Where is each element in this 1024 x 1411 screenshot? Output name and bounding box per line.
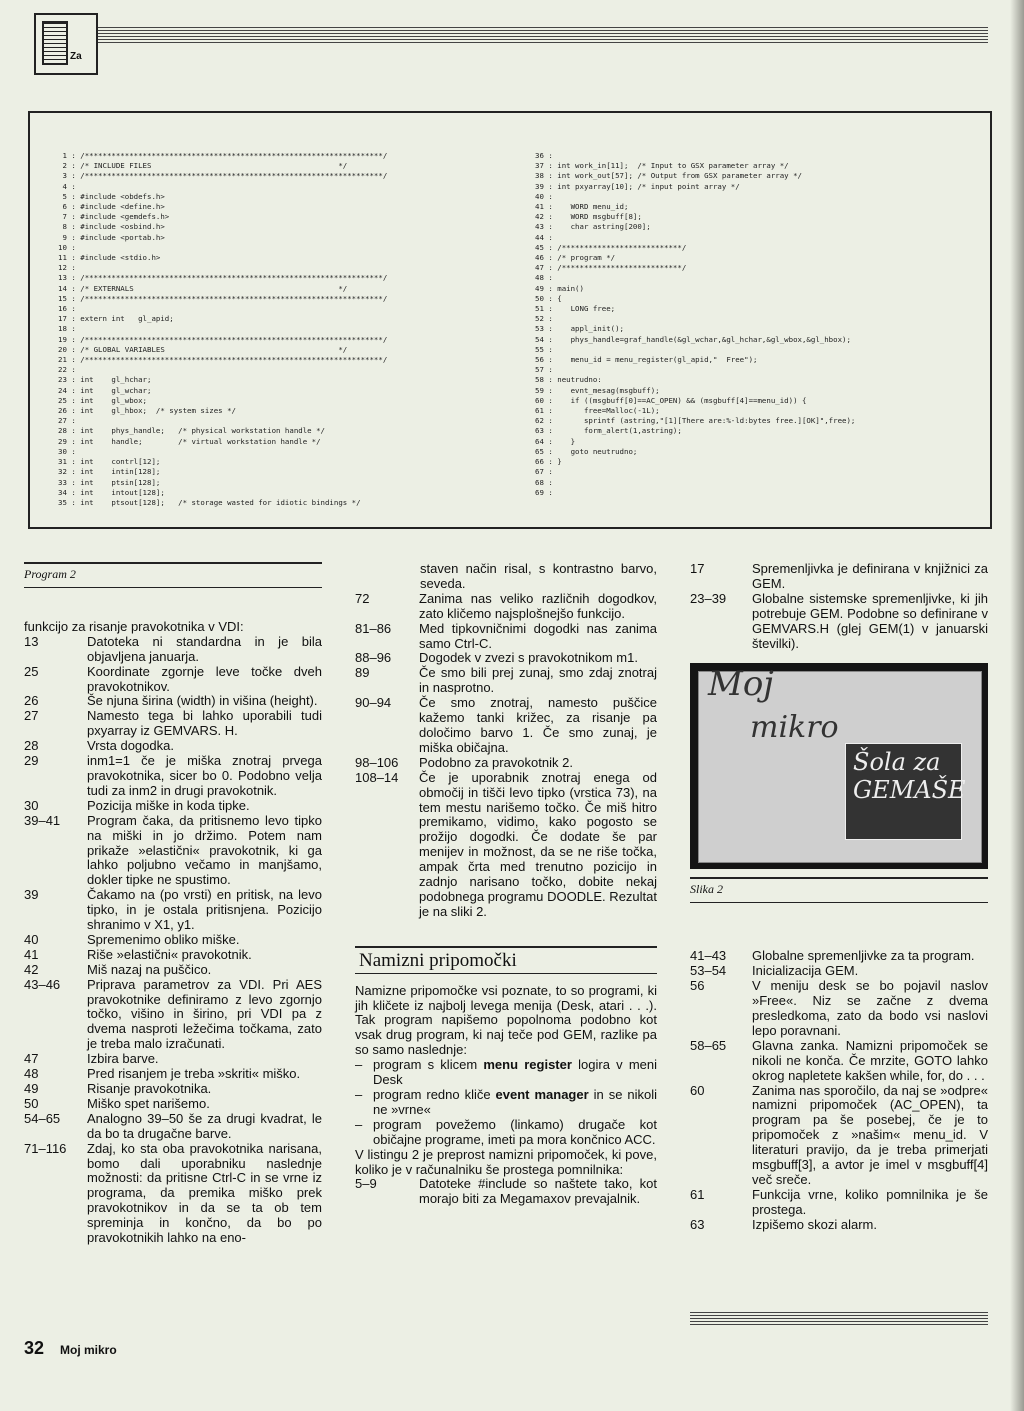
column-2: [355, 562, 657, 1207]
item-number: 41: [24, 946, 39, 962]
list-item: [690, 1084, 988, 1188]
item-text: Miš nazaj na puščico.: [87, 961, 212, 977]
item-text: Glavna zanka. Namizni pripomoček se nikoli ne konča. Če mrzite, GOTO lahko okrog napletete kakšen while, for, do . . .: [752, 1037, 988, 1083]
header-stripe: [34, 27, 988, 45]
list-item: [355, 696, 657, 756]
list-item: [24, 635, 322, 665]
item-number: 71–116: [24, 1140, 67, 1156]
code-listing-right: 36 : 37 : int work_in[11]; /* Input to GSX parameter array */ 38 : int work_out[57]; /* Output from GSX parameter array */ 39 : int pxyarray[10]; /* input point array */ 40 : 41 : WORD menu_id; 42 : WORD msgbuff[8]; 43 : char astring[200]; 44 : 45 : /***************************/ 46 : /* program */ 47 : /***************************/ 48 : 49 : main() 50 : { 51 : LONG free; 52 : 53 : appl_init(); 54 : phys_handle=graf_handle(&gl_wchar,&gl_hchar,&gl_wbox,&gl_hbox); 55 : 56 : menu_id = menu_register(gl_apid," Free"); 57 : 58 : neutrudno: 59 : evnt_mesag(msgbuff); 60 : if ((msgbuff[0]==AC_OPEN) && (msgbuff[4]==menu_id)) { 61 : free=Malloc(-1L); 62 : sprintf (astring,"[1][There are:%-ld:bytes free.][OK]",free); 63 : form_alert(1,astring); 64 : } 65 : goto neutrudno; 66 : } 67 : 68 : 69 :: [535, 151, 856, 497]
item-number: 72: [355, 590, 370, 606]
list-item: [355, 666, 657, 696]
list-item: 5–9 Datoteke #include so naštete tako, kot morajo biti za Megamaxov prevajalnik.: [355, 1176, 657, 1207]
list-item: [355, 651, 657, 666]
intro-text: funkcijo za risanje pravokotnika v VDI:: [24, 618, 244, 634]
list-item: [355, 622, 657, 652]
item-number: 48: [24, 1066, 39, 1082]
list-item: [24, 739, 322, 754]
entry-list: [690, 949, 988, 1232]
item-number: 61: [690, 1186, 705, 1202]
handwriting: Moj: [708, 664, 774, 705]
list-item: [24, 709, 322, 739]
lead-text: staven način risal, s kontrastno barvo, seveda.: [420, 561, 657, 591]
entry-list: [24, 635, 322, 1246]
list-item: – program s klicem menu register logira v meni Desk: [355, 1057, 657, 1088]
item-number: 41–43: [690, 948, 727, 964]
item-text: Analogno 39–50 še za drugi kvadrat, le da bo ta drugačne barve.: [87, 1110, 322, 1141]
list-item: [24, 665, 322, 695]
item-text: Globalne sistemske spremenljivke, ki jih potrebuje GEM. Podobne so definirane v GEMVARS.H (glej GEM(1) v januarski številki).: [752, 590, 988, 651]
list-item: [24, 1067, 322, 1082]
item-text: Zdaj, ko sta oba pravokotnika narisana, bomo dali uporabniku naslednje možnosti: da pritisne Ctrl-C in se vrne iz programa, da premika miško prek pravokotnikov in da se ta ob tem spreminja in končno, da bo po pravokotnikih lahko na eno-: [87, 1140, 322, 1246]
handwriting: mikro: [750, 710, 839, 746]
item-text: Če je uporabnik znotraj enega od območij in tišči levo tipko (vrstica 73), na tem mestu narišemo točko. Če miš hitro premikamo, vidimo, kako pogosto se prožijo dogodki. Če dodate še par menijev in možnost, da se ne riše točka, ampak črta med trenutno pozicijo in zadnjo narisano točko, dobite nekaj podobnega programu DOODLE. Rezultat je na sliki 2.: [419, 769, 657, 919]
item-number: 30: [24, 797, 39, 813]
list-item: [690, 1039, 988, 1084]
paragraph: V listingu 2 je preprost namizni pripomoček, ki pove, koliko je v računalniku še prostega pomnilnika:: [355, 1146, 657, 1177]
caption-program-2: Program 2: [24, 564, 322, 588]
page-number: 32: [24, 1338, 45, 1358]
item-text: Pred risanjem je treba »skriti« miško.: [87, 1066, 301, 1082]
item-number: 50: [24, 1095, 39, 1111]
item-number: 25: [24, 663, 39, 679]
list-item: [355, 756, 657, 771]
list-item: [690, 979, 988, 1039]
list-item: [24, 1142, 322, 1246]
item-text: Izpišemo skozi alarm.: [752, 1216, 877, 1232]
item-text: Med tipkovničnimi dogodki nas zanima samo Ctrl-C.: [419, 620, 657, 651]
item-number: 47: [24, 1051, 39, 1067]
paragraph: Namizne pripomočke vsi poznate, to so programi, ki jih kličete iz najbolj levega menija (Desk, atari . . .). Tak program napišemo popolnoma podobno kot vsak drug program, ki naj teče pod GEM, razlike pa so samo naslednje:: [355, 982, 657, 1058]
entry-list: [355, 592, 657, 920]
list-item: [355, 592, 657, 622]
list-item: [24, 754, 322, 799]
column-1: [24, 562, 322, 1246]
item-number: 13: [24, 633, 39, 649]
item-text: Namesto tega bi lahko uporabili tudi pxyarray iz GEMVARS. H.: [87, 708, 322, 739]
item-text: Če smo znotraj, namesto puščice kažemo tanki križec, za risanje pa določimo barvo 1. Če smo zunaj, je miška običajna.: [419, 695, 657, 755]
item-text: Inicializacija GEM.: [752, 963, 859, 979]
list-item: [24, 1082, 322, 1097]
item-text: Pozicija miške in koda tipke.: [87, 797, 250, 813]
page-edge: [1010, 0, 1024, 1411]
column-3: [690, 562, 988, 1233]
list-item: [690, 949, 988, 964]
list-item: [24, 694, 322, 709]
list-item: [690, 562, 988, 592]
logo-document-icon: [42, 21, 68, 65]
item-text: V meniju desk se bo pojavil naslov »Free«. Niz se začne z dvema presledkoma, zato da bodo vsi naslovi lepo poravnani.: [752, 978, 988, 1038]
item-number: 81–86: [355, 620, 392, 636]
item-text: Vrsta dogodka.: [87, 738, 174, 754]
item-number: 40: [24, 931, 39, 947]
item-number: 89: [355, 665, 370, 681]
item-text: Čakamo na (po vrsti) en pritisk, na levo tipko, in je ostala pritisnjena. Pozicijo shranimo v X1, y1.: [87, 887, 322, 933]
item-number: 58–65: [690, 1037, 727, 1053]
item-text: Še njuna širina (width) in višina (height).: [87, 693, 318, 709]
item-text: Funkcija vrne, koliko pomnilnika je še prostega.: [752, 1186, 988, 1217]
section-title: Namizni pripomočki: [355, 946, 657, 974]
caption-slika-2: Slika 2: [690, 879, 988, 903]
list-item: [24, 963, 322, 978]
item-number: 60: [690, 1082, 705, 1098]
item-text: Miško spet narišemo.: [87, 1095, 210, 1111]
list-item: [690, 1218, 988, 1233]
entry-list: [690, 562, 988, 651]
item-text: Spremenimo obliko miške.: [87, 931, 240, 947]
item-number: 54–65: [24, 1110, 61, 1126]
list-item: [24, 1052, 322, 1067]
item-text: Spremenljivka je definirana v knjižnici za GEM.: [752, 561, 988, 591]
item-text: Izbira barve.: [87, 1051, 159, 1067]
item-text: Globalne spremenljivke za ta program.: [752, 948, 975, 964]
item-number: 39: [24, 887, 39, 903]
list-item: [24, 1097, 322, 1112]
list-item: – program povežemo (linkamo) drugače kot običajne programe, imeti pa mora končnico ACC.: [355, 1116, 657, 1147]
list-item: [690, 964, 988, 979]
item-text: Riše »elastični« pravokotnik.: [87, 946, 252, 962]
item-number: 88–96: [355, 650, 392, 666]
item-number: 98–106: [355, 754, 399, 770]
item-text: Zanima nas sporočilo, da naj se »odpre« namizni pripomoček (AC_OPEN), ta program pa še posebej, če je to pripomoček z »našim« menu_id. V literaturi pravijo, da je treba primerjati msgbuff[3], a avtor je imel v msgbuff[4] več sreče.: [752, 1082, 988, 1187]
item-text: inm1=1 če je miška znotraj prvega pravokotnika, sicer bo 0. Podobno velja tudi za inm2 in drugi pravokotnik.: [87, 753, 322, 798]
item-number: 39–41: [24, 812, 61, 828]
list-item: [355, 771, 657, 920]
item-number: 108–14: [355, 769, 399, 785]
item-number: 26: [24, 693, 39, 709]
item-number: 29: [24, 753, 39, 769]
item-number: 53–54: [690, 963, 727, 979]
item-number: 23–39: [690, 590, 727, 606]
item-number: 17: [690, 561, 705, 576]
item-text: Priprava parametrov za VDI. Pri AES pravokotnike definiramo z levo zgornjo točko, višino in širino, pri VDI pa z dvema nasproti ležečima točkama, zato je treba malo izračunati.: [87, 976, 322, 1052]
list-item: [690, 592, 988, 652]
item-text: Datoteka ni standardna in je bila objavljena januarja.: [87, 633, 322, 664]
item-text: Koordinate zgornje leve točke dveh pravokotnikov.: [87, 663, 322, 694]
list-item: [24, 799, 322, 814]
magazine-name: Moj mikro: [60, 1343, 117, 1357]
item-text: Program čaka, da pritisnemo levo tipko na miški in jo držimo. Potem nam prikaže »elastični« pravokotnik, ki ga lahko poljubno večamo in manjšamo, dokler tipke ne spustimo.: [87, 812, 322, 888]
code-listing: [28, 111, 992, 529]
item-text: Dogodek v zvezi s pravokotnikom m1.: [419, 650, 638, 666]
item-text: Če smo bili prej zunaj, smo zdaj znotraj in nasprotno.: [419, 665, 657, 696]
list-item: [24, 933, 322, 948]
item-number: 42: [24, 961, 39, 977]
list-item: [690, 1188, 988, 1218]
item-text: Risanje pravokotnika.: [87, 1081, 212, 1096]
item-number: 27: [24, 708, 39, 724]
item-text: Zanima nas veliko različnih dogodkov, zato kličemo najsplošnejšo funkcijo.: [419, 590, 657, 621]
screen-photo: [690, 663, 988, 869]
list-item: [24, 888, 322, 933]
logo-text: Za: [70, 51, 82, 62]
item-number: 43–46: [24, 976, 61, 992]
item-text: Podobno za pravokotnik 2.: [419, 754, 573, 770]
item-number: 49: [24, 1081, 39, 1096]
list-item: [24, 948, 322, 963]
handwriting: Šola za GEMAŠE: [853, 748, 966, 805]
list-item: [24, 978, 322, 1053]
list-item: [24, 1112, 322, 1142]
logo-icon: [34, 13, 98, 75]
item-number: 90–94: [355, 695, 392, 711]
item-number: 56: [690, 978, 705, 994]
list-item: – program redno kliče event manager in se nikoli ne »vrne«: [355, 1087, 658, 1117]
item-number: 63: [690, 1216, 705, 1232]
list-item: [24, 814, 322, 889]
item-number: 28: [24, 738, 39, 754]
code-listing-left: 1 : /*******************************************************************/ 2 : /* INCLUDE FILES */ 3 : /*******************************************************************/ 4 : 5 : #include <obdefs.h> 6 : #include <define.h> 7 : #include <gemdefs.h> 8 : #include <osbind.h> 9 : #include <portab.h> 10 : 11 : #include <stdio.h> 12 : 13 : /*******************************************************************/ 14 : /* EXTERNALS */ 15 : /*******************************************************************/ 16 : 17 : extern int gl_apid; 18 : 19 : /*******************************************************************/ 20 : /* GLOBAL VARIABLES */ 21 : /*******************************************************************/ 22 : 23 : int gl_hchar; 24 : int gl_wchar; 25 : int gl_wbox; 26 : int gl_hbox; /* system sizes */ 27 : 28 : int phys_handle; /* physical workstation handle */ 29 : int handle; /* virtual workstation handle */ 30 : 31 : int contrl[12]; 32 : int intin[128]; 33 : int ptsin[128]; 34 : int intout[128]; 35 : int ptsout[128]; /* storage wasted for idiotic bindings */: [58, 151, 388, 507]
footer-stripe: [690, 1312, 988, 1326]
